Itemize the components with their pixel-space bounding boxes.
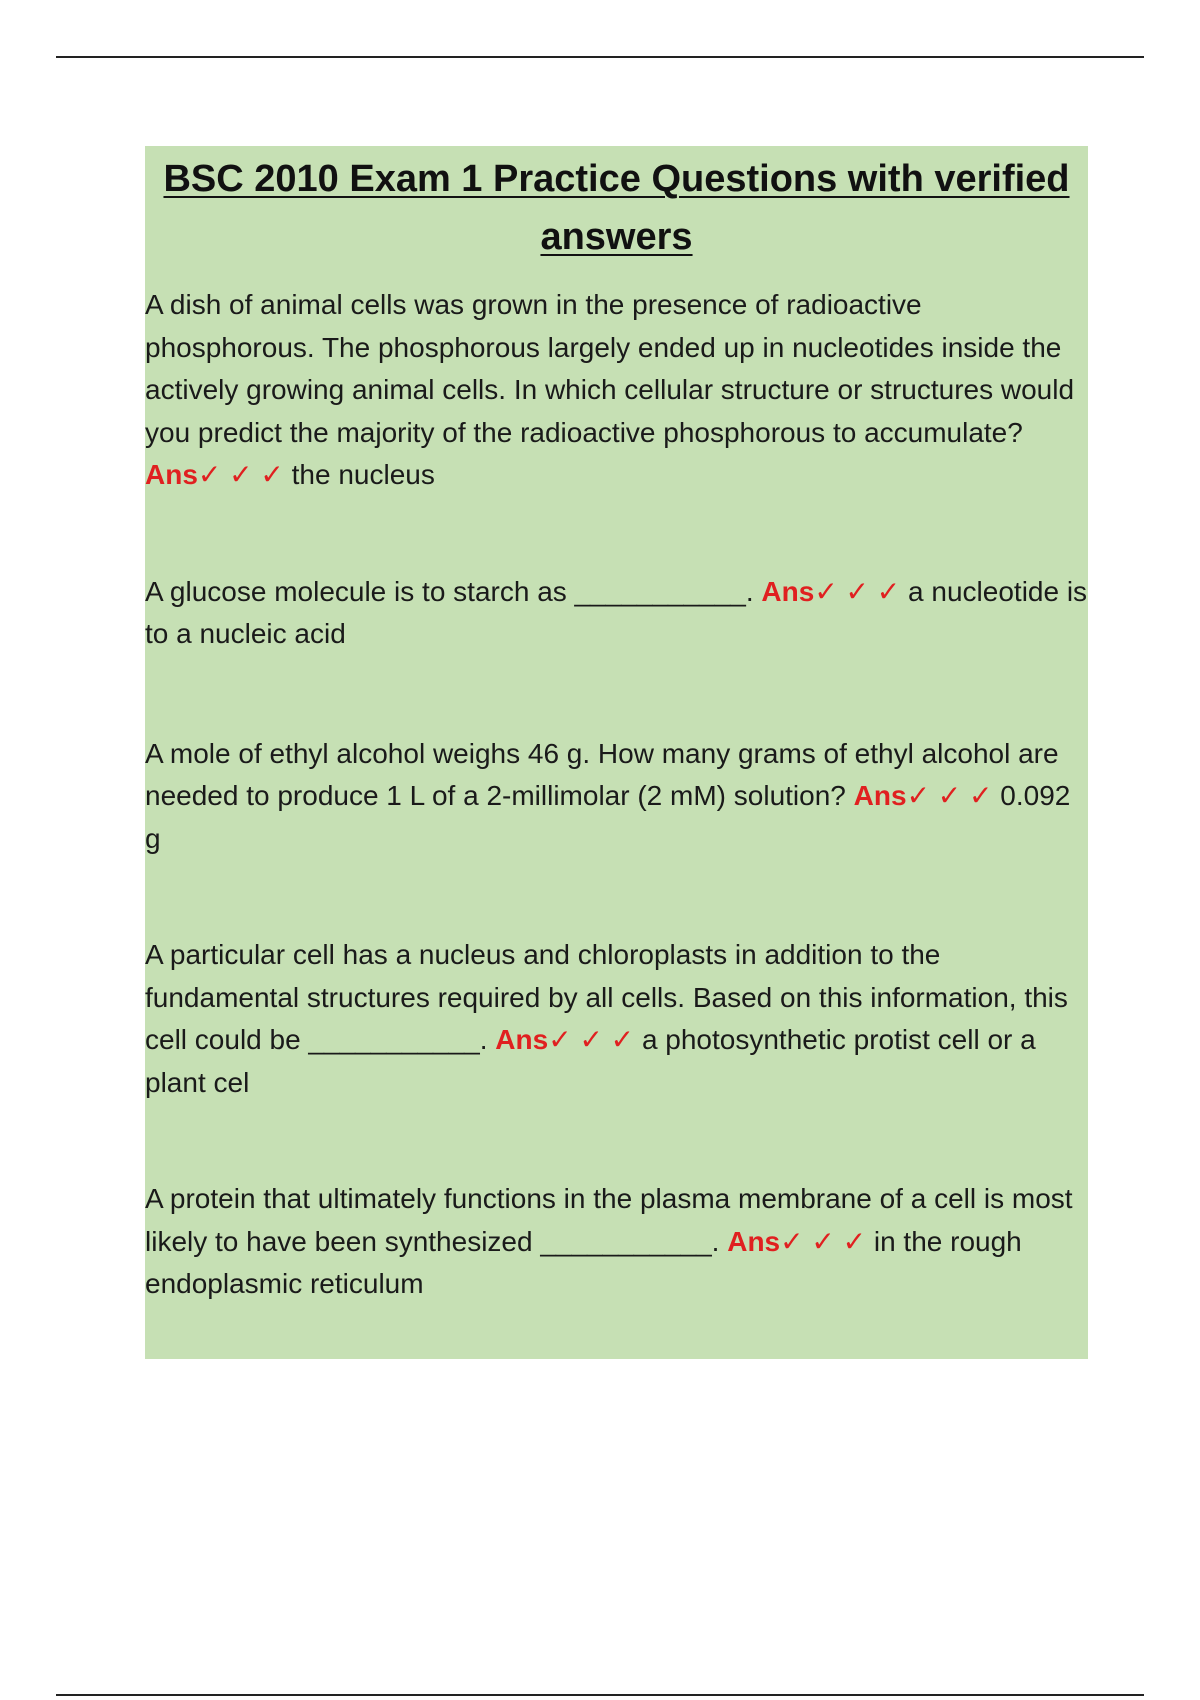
question-text: A dish of animal cells was grown in the presence of radioactive phosphorous. The phosphorous largely ended up in nucleotides inside the actively growing animal cells. In which cellular structure or structures would you predict the majority of the radioactive phosphorous to accumulate? bbox=[145, 289, 1075, 448]
question-item bbox=[145, 934, 1088, 1104]
answer-marker: Ans✓ ✓ ✓ bbox=[495, 1024, 635, 1055]
question-text: A mole of ethyl alcohol weighs 46 g. How many grams of ethyl alcohol are needed to produce 1 L of a 2-millimolar (2 mM) solution? bbox=[145, 737, 1059, 811]
answer-marker: Ans✓ ✓ ✓ bbox=[853, 780, 993, 811]
check-icon: ✓ ✓ ✓ bbox=[906, 780, 993, 811]
answer-text: a photosynthetic protist cell or a plant cel bbox=[145, 1024, 1036, 1098]
answer-text: in the rough endoplasmic reticulum bbox=[145, 1225, 1022, 1299]
question-text: A particular cell has a nucleus and chloroplasts in addition to the fundamental structures required by all cells. Based on this information, this cell could be ___________. bbox=[145, 939, 1068, 1055]
header-rule bbox=[56, 56, 1144, 58]
question-text: A glucose molecule is to starch as ___________. bbox=[145, 575, 754, 607]
answer-text: 0.092 g bbox=[145, 780, 1071, 854]
footer-rule bbox=[56, 1694, 1144, 1696]
answer-text: a nucleotide is to a nucleic acid bbox=[145, 575, 1088, 649]
check-icon: ✓ ✓ ✓ bbox=[780, 1225, 867, 1257]
document-title: BSC 2010 Exam 1 Practice Questions with verified answers bbox=[163, 158, 1070, 258]
question-item bbox=[145, 1178, 1088, 1306]
check-icon: ✓ ✓ ✓ bbox=[197, 459, 284, 490]
question-text: A protein that ultimately functions in the plasma membrane of a cell is most likely to have been synthesized ___________. bbox=[145, 1183, 1073, 1257]
check-icon: ✓ ✓ ✓ bbox=[814, 575, 901, 607]
question-item bbox=[145, 571, 1088, 656]
answer-marker: Ans✓ ✓ ✓ bbox=[145, 459, 284, 490]
check-icon: ✓ ✓ ✓ bbox=[548, 1024, 635, 1055]
question-item bbox=[145, 733, 1088, 861]
answer-marker: Ans✓ ✓ ✓ bbox=[761, 575, 901, 607]
answer-marker: Ans✓ ✓ ✓ bbox=[727, 1225, 867, 1257]
question-item bbox=[145, 284, 1088, 497]
study-panel bbox=[145, 146, 1088, 1359]
answer-text: the nucleus bbox=[291, 459, 435, 490]
